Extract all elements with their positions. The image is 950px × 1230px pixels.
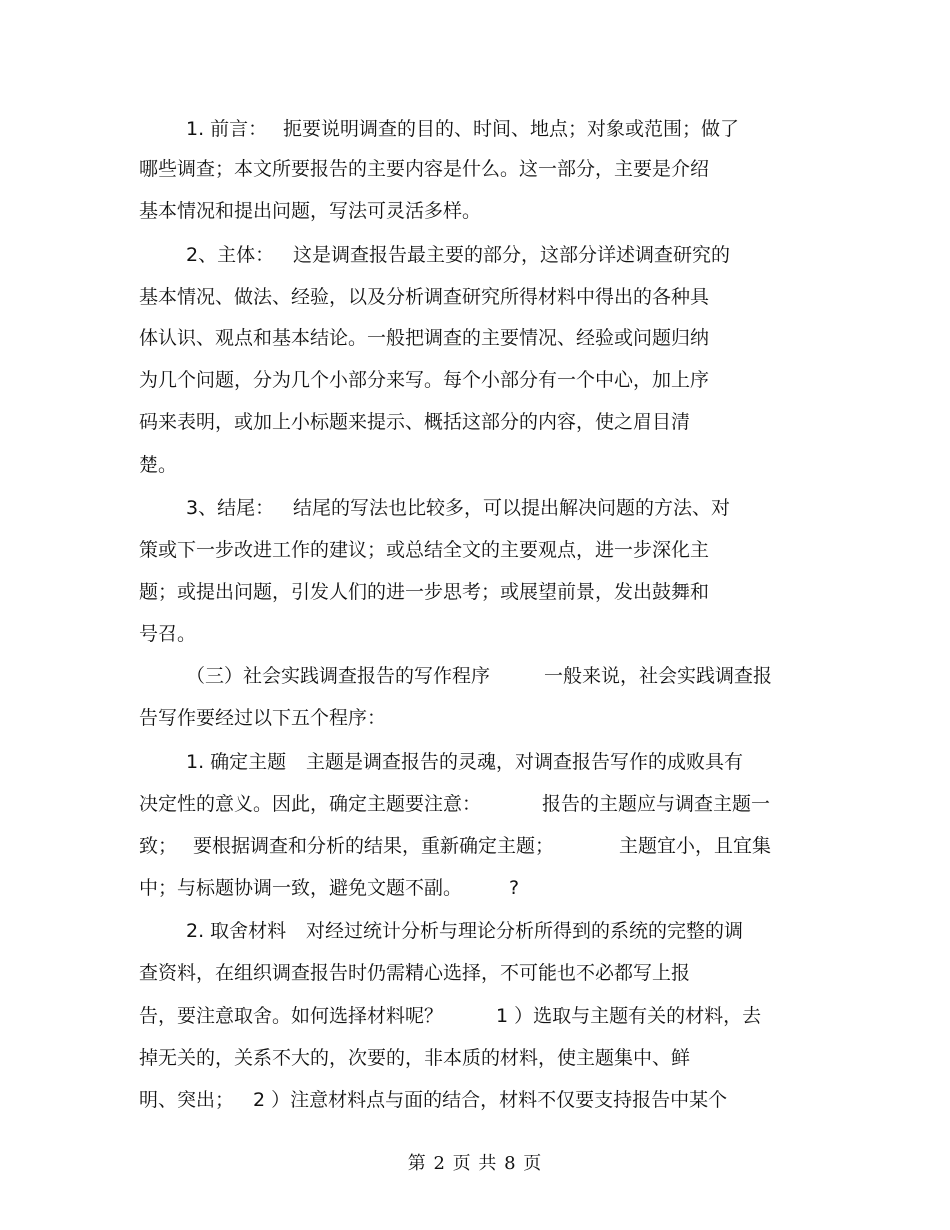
paragraph-text: 基本情况、做法、经验，以及分析调查研究所得材料中得出的各种具 (139, 286, 710, 308)
paragraph-text: 号召。 (139, 623, 197, 645)
section-heading: 1. 确定主题 (186, 751, 287, 773)
paragraph-text: 掉无关的，关系不大的，次要的，非本质的材料，使主题集中、鲜 (139, 1047, 691, 1069)
paragraph-text: 一般来说，社会实践调查报 (544, 665, 773, 687)
section-heading: 2、主体： (186, 244, 275, 266)
paragraph-text: 明、突出； (139, 1089, 235, 1111)
paragraph-text: 扼要说明调查的目的、时间、地点；对象或范围；做了 (283, 118, 740, 140)
section-heading: （三）社会实践调查报告的写作程序 (186, 665, 491, 687)
page-footer: 第 2 页 共 8 页 (407, 1153, 543, 1174)
paragraph-text: 告写作要经过以下五个程序： (139, 707, 387, 729)
paragraph-text: 策或下一步改进工作的建议；或总结全文的主要观点，进一步深化主 (139, 539, 710, 561)
paragraph-text: ? (509, 877, 520, 899)
paragraph-text: 致； (139, 835, 178, 857)
paragraph-text: 对经过统计分析与理论分析所得到的系统的完整的调 (306, 920, 744, 942)
paragraph-text: 为几个问题，分为几个小部分来写。每个小部分有一个中心，加上序 (139, 369, 710, 391)
paragraph-text: 基本情况和提出问题，写法可灵活多样。 (139, 200, 482, 222)
paragraph-text: 题；或提出问题，引发人们的进一步思考；或展望前景，发出鼓舞和 (139, 581, 710, 603)
paragraph-text: 这是调查报告最主要的部分，这部分详述调查研究的 (293, 244, 731, 266)
section-heading: 1. 前言： (186, 118, 268, 140)
paragraph-text: 报告的主题应与调查主题一 (542, 793, 771, 815)
section-heading: 2. 取舍材料 (186, 920, 287, 942)
paragraph-text: 1 ）选取与主题有关的材料，去 (496, 1005, 762, 1027)
paragraph-text: 要根据调查和分析的结果，重新确定主题； (193, 835, 555, 857)
paragraph-text: 告，要注意取舍。如何选择材料呢？ (139, 1005, 444, 1027)
paragraph-text: 主题是调查报告的灵魂，对调查报告写作的成败具有 (306, 751, 744, 773)
section-heading: 3、结尾： (186, 497, 275, 519)
paragraph-text: 体认识、观点和基本结论。一般把调查的主要情况、经验或问题归纳 (139, 327, 710, 349)
paragraph-text: 决定性的意义。因此，确定主题要注意： (139, 793, 482, 815)
paragraph-text: 主题宜小，且宜集 (619, 835, 772, 857)
paragraph-text: 中；与标题协调一致，避免文题不副。 (139, 877, 463, 899)
paragraph-text: 码来表明，或加上小标题来提示、概括这部分的内容，使之眉目清 (139, 411, 691, 433)
paragraph-text: 哪些调查；本文所要报告的主要内容是什么。这一部分，主要是介绍 (139, 158, 710, 180)
paragraph-text: 楚。 (139, 454, 178, 476)
paragraph-text: 结尾的写法也比较多，可以提出解决问题的方法、对 (293, 497, 731, 519)
paragraph-text: 2 ）注意材料点与面的结合，材料不仅要支持报告中某个 (253, 1089, 728, 1111)
paragraph-text: 查资料，在组织调查报告时仍需精心选择，不可能也不必都写上报 (139, 962, 691, 984)
